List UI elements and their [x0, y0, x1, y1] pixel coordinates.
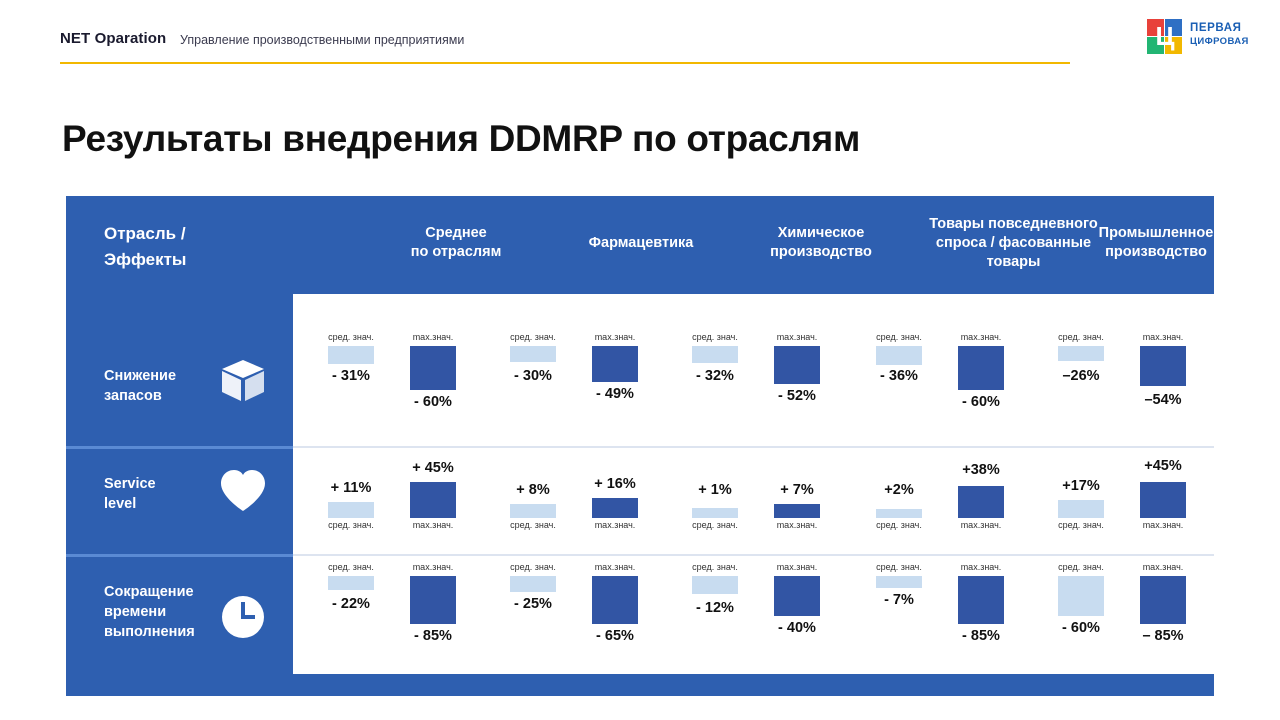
mini-avg — [1045, 562, 1117, 688]
mini-max — [397, 316, 469, 442]
value-avg: - 60% — [1062, 620, 1100, 636]
caption-avg: сред. знач. — [1058, 520, 1104, 530]
bar-max — [1140, 346, 1186, 386]
value-avg: + 8% — [516, 482, 550, 498]
caption-avg: сред. знач. — [876, 332, 922, 342]
value-max: + 7% — [780, 482, 814, 498]
caption-avg: сред. знач. — [692, 520, 738, 530]
clock-icon — [216, 590, 270, 644]
row-label-leadtime — [66, 582, 293, 662]
caption-avg: сред. знач. — [328, 332, 374, 342]
value-max: - 85% — [414, 628, 452, 644]
value-max: - 85% — [962, 628, 1000, 644]
bar-avg — [692, 508, 738, 518]
bar-avg — [328, 346, 374, 364]
bar-max — [592, 576, 638, 624]
mini-avg — [1045, 316, 1117, 442]
bar-max — [1140, 576, 1186, 624]
bar-avg — [1058, 500, 1104, 518]
value-max: - 60% — [962, 394, 1000, 410]
column-header-industrial-line1: Промышленное — [1098, 225, 1214, 241]
brand-subtitle: Управление производственными предприятиями — [180, 33, 465, 47]
logo-wordmark — [1190, 22, 1249, 48]
column-header-average-line2: по отраслям — [410, 244, 502, 260]
caption-max: max.знач. — [594, 562, 636, 572]
row-label-service-text — [104, 474, 234, 514]
caption-avg: сред. знач. — [692, 562, 738, 572]
row-label-leadtime-line2: времени — [104, 604, 167, 620]
caption-avg: сред. знач. — [1058, 332, 1104, 342]
cell-inventory-cpg — [859, 316, 1029, 442]
heart-icon — [216, 464, 270, 518]
value-avg: - 7% — [884, 592, 914, 608]
bar-avg — [876, 509, 922, 518]
value-avg: - 36% — [880, 368, 918, 384]
caption-avg: сред. знач. — [328, 520, 374, 530]
row-label-service — [66, 474, 293, 534]
mini-max — [945, 562, 1017, 688]
header-divider — [60, 62, 1070, 64]
bar-max — [774, 504, 820, 518]
value-avg: - 30% — [514, 368, 552, 384]
column-header-chemical-line2: производство — [770, 244, 872, 260]
column-header-cpg-line2: спроса / фасованные — [935, 235, 1092, 251]
row-label-leadtime-line1: Сокращение — [104, 584, 194, 600]
bar-max — [958, 576, 1004, 624]
caption-max: max.знач. — [1142, 332, 1184, 342]
mini-max — [945, 316, 1017, 442]
mini-max — [761, 316, 833, 442]
mini-max — [761, 562, 833, 688]
caption-max: max.знач. — [960, 562, 1002, 572]
cell-leadtime-industrial — [1041, 562, 1211, 688]
column-header-industrial — [1066, 224, 1246, 262]
value-avg: - 22% — [332, 596, 370, 612]
company-logo — [1146, 16, 1262, 58]
value-avg: - 32% — [696, 368, 734, 384]
cell-inventory-industrial — [1041, 316, 1211, 442]
mini-avg — [863, 316, 935, 442]
bar-max — [958, 486, 1004, 518]
cell-leadtime-pharma — [493, 562, 663, 688]
bar-max — [592, 346, 638, 382]
bar-avg — [328, 576, 374, 590]
bar-avg — [692, 346, 738, 363]
bar-max — [1140, 482, 1186, 518]
caption-max: max.знач. — [1142, 520, 1184, 530]
column-header-industrial-line2: производство — [1105, 244, 1207, 260]
bar-avg — [328, 502, 374, 518]
cell-inventory-average — [311, 316, 481, 442]
cell-leadtime-chemical — [675, 562, 845, 688]
column-header-chemical-line1: Химическое — [777, 225, 865, 241]
value-avg: + 11% — [330, 480, 372, 496]
column-header-cpg-line3: товары — [986, 254, 1041, 270]
caption-max: max.знач. — [776, 520, 818, 530]
bar-max — [410, 482, 456, 518]
column-header-industry-line1: Отрасль / — [104, 224, 186, 243]
bar-avg — [1058, 346, 1104, 361]
value-avg: +2% — [884, 482, 914, 498]
bar-max — [410, 576, 456, 624]
mini-max — [397, 562, 469, 688]
caption-max: max.знач. — [1142, 562, 1184, 572]
row-label-inventory-line1: Снижение — [104, 368, 177, 384]
value-avg: - 25% — [514, 596, 552, 612]
svg-text:Ц: Ц — [1155, 21, 1175, 51]
bar-avg — [510, 504, 556, 518]
mini-avg — [679, 316, 751, 442]
value-max: +38% — [962, 462, 1000, 478]
value-max: - 65% — [596, 628, 634, 644]
row-divider-2 — [66, 554, 293, 557]
bar-max — [958, 346, 1004, 390]
value-max: - 49% — [596, 386, 634, 402]
caption-max: max.знач. — [412, 520, 454, 530]
value-max: - 60% — [414, 394, 452, 410]
brand-name: NET Oparation — [60, 30, 167, 47]
value-avg: –26% — [1062, 368, 1100, 384]
logo-line-2: ЦИФРОВАЯ — [1190, 36, 1249, 47]
mini-avg — [315, 316, 387, 442]
mini-avg — [315, 562, 387, 688]
mini-avg — [863, 562, 935, 688]
cell-inventory-chemical — [675, 316, 845, 442]
metrics-grid — [293, 294, 1214, 674]
value-max: +45% — [1144, 458, 1182, 474]
mini-max — [579, 562, 651, 688]
caption-max: max.знач. — [776, 562, 818, 572]
logo-line-1: ПЕРВАЯ — [1190, 22, 1242, 34]
row-label-leadtime-text — [104, 582, 234, 642]
results-panel — [66, 196, 1214, 696]
row-divider-1 — [66, 446, 293, 449]
caption-max: max.знач. — [412, 562, 454, 572]
bar-avg — [876, 346, 922, 365]
page-header — [0, 0, 1280, 70]
caption-avg: сред. знач. — [876, 520, 922, 530]
value-avg: - 12% — [696, 600, 734, 616]
bar-avg — [510, 576, 556, 592]
caption-avg: сред. знач. — [876, 562, 922, 572]
caption-avg: сред. знач. — [328, 562, 374, 572]
table-header-row — [66, 196, 1214, 294]
value-max: – 85% — [1142, 628, 1184, 644]
caption-max: max.знач. — [960, 520, 1002, 530]
value-max: - 52% — [778, 388, 816, 404]
logo-mark-icon — [1146, 18, 1184, 56]
column-header-average-line1: Среднее — [425, 225, 487, 241]
bar-avg — [692, 576, 738, 594]
caption-max: max.знач. — [776, 332, 818, 342]
cell-leadtime-cpg — [859, 562, 1029, 688]
value-max: + 45% — [412, 460, 454, 476]
caption-max: max.знач. — [412, 332, 454, 342]
caption-avg: сред. знач. — [510, 332, 556, 342]
value-avg: + 1% — [698, 482, 732, 498]
row-label-service-line2: level — [104, 496, 137, 512]
caption-avg: сред. знач. — [1058, 562, 1104, 572]
bar-max — [774, 576, 820, 616]
value-max: + 16% — [594, 476, 636, 492]
caption-max: max.знач. — [960, 332, 1002, 342]
mini-max — [579, 316, 651, 442]
value-max: - 40% — [778, 620, 816, 636]
cell-leadtime-average — [311, 562, 481, 688]
column-header-cpg-line1: Товары повседневного — [929, 216, 1098, 232]
row-label-inventory-line2: запасов — [104, 388, 162, 404]
row-label-inventory-text — [104, 366, 234, 406]
mini-avg — [497, 316, 569, 442]
column-header-average — [366, 224, 546, 262]
column-header-pharma — [551, 234, 731, 253]
caption-max: max.знач. — [594, 520, 636, 530]
grid-divider-1 — [293, 446, 1214, 448]
caption-max: max.знач. — [594, 332, 636, 342]
mini-max — [1127, 562, 1199, 688]
column-header-industry-line2: Эффекты — [104, 250, 187, 269]
mini-avg — [679, 562, 751, 688]
row-label-leadtime-line3: выполнения — [104, 624, 195, 640]
column-header-industry — [104, 221, 284, 273]
bar-max — [592, 498, 638, 518]
caption-avg: сред. знач. — [510, 562, 556, 572]
column-header-chemical — [731, 224, 911, 262]
mini-avg — [497, 562, 569, 688]
value-max: –54% — [1144, 392, 1182, 408]
page-title: Результаты внедрения DDMRP по отраслям — [62, 118, 861, 159]
bar-max — [410, 346, 456, 390]
bar-avg — [510, 346, 556, 362]
value-avg: - 31% — [332, 368, 370, 384]
mini-max — [1127, 316, 1199, 442]
column-header-pharma-line1: Фармацевтика — [588, 235, 694, 251]
row-label-inventory — [66, 366, 293, 426]
cell-inventory-pharma — [493, 316, 663, 442]
value-avg: +17% — [1062, 478, 1100, 494]
bar-avg — [1058, 576, 1104, 616]
bar-max — [774, 346, 820, 384]
caption-avg: сред. знач. — [692, 332, 738, 342]
box-icon — [216, 354, 270, 408]
caption-avg: сред. знач. — [510, 520, 556, 530]
row-label-service-line1: Service — [104, 476, 156, 492]
bar-avg — [876, 576, 922, 588]
